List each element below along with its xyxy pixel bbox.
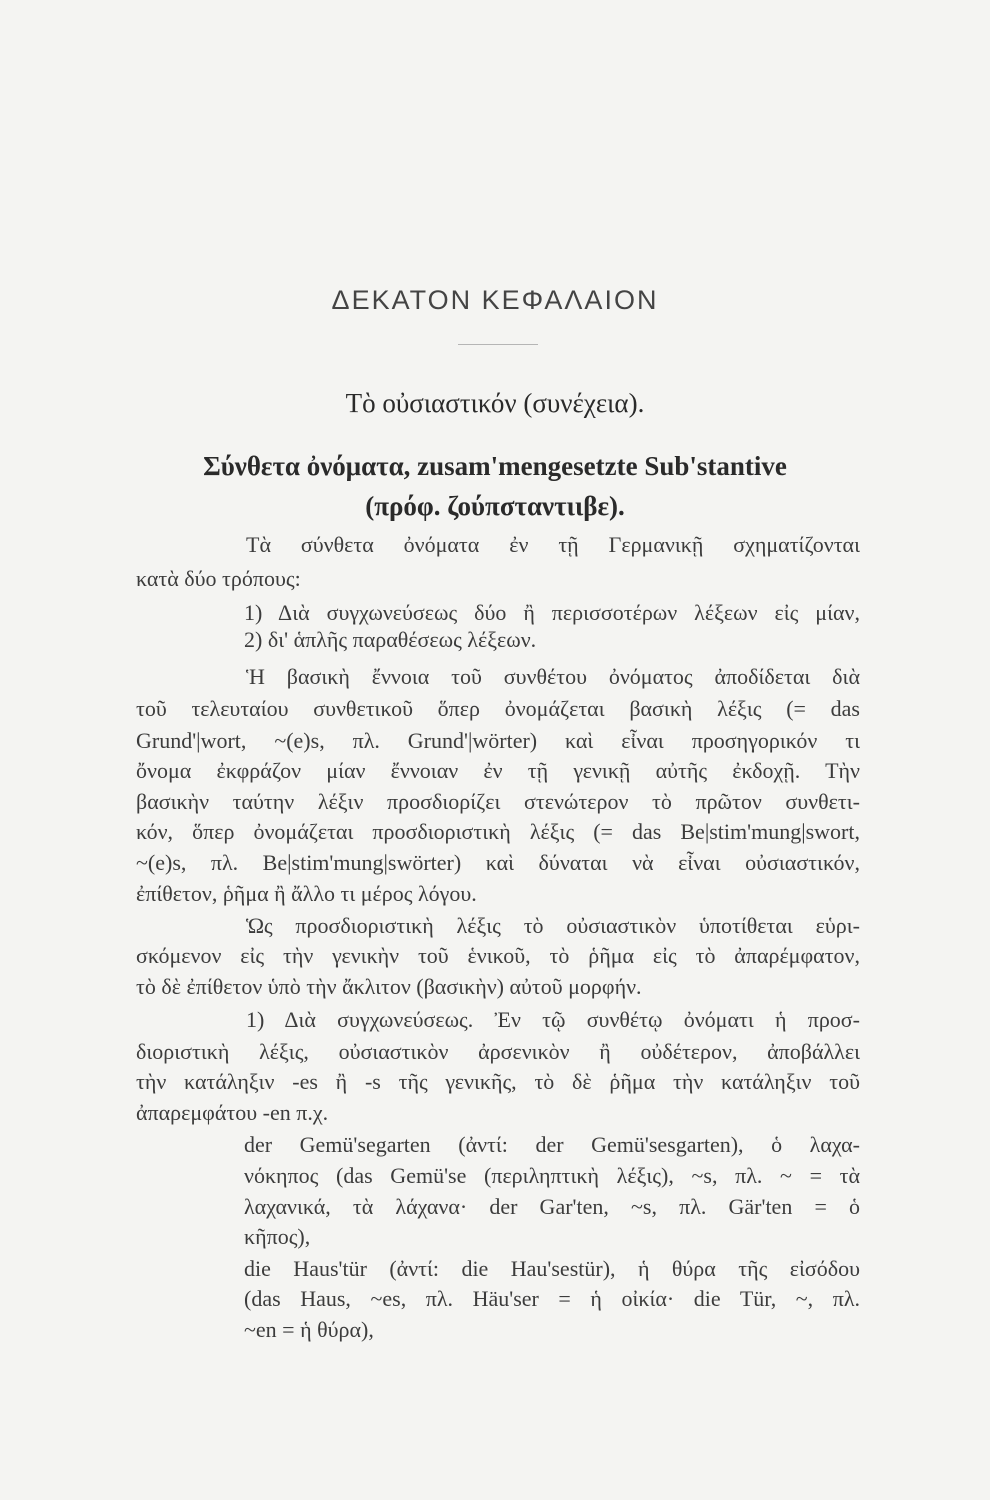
text-line: τοῦ τελευταίου συνθετικοῦ ὅπερ ὀνομάζεται βασικὴ λέξις (= das (136, 696, 860, 721)
text-line: ἀπαρεμφάτου -en π.χ. (136, 1100, 329, 1125)
text-line: ἐπίθετον, ῥῆμα ἢ ἄλλο τι μέρος λόγου. (136, 881, 477, 906)
text-line: κατὰ δύο τρόπους: (136, 566, 301, 591)
example-line: (das Haus, ~es, πλ. Häu'ser = ἡ οἰκία· die Tür, ~, πλ. (244, 1286, 860, 1311)
text-line: 2) δι' ἁπλῆς παραθέσεως λέξεων. (244, 627, 537, 652)
heading-line-1: Σύνθετα ὀνόματα, zusam'mengesetzte Sub'stantive (203, 451, 787, 481)
text-line: 1) Διὰ συγχωνεύσεως δύο ἢ περισσοτέρων λέξεων εἰς μίαν, (244, 600, 860, 625)
title-divider (458, 344, 538, 345)
example-line: ~en = ἡ θύρα), (244, 1317, 374, 1342)
text-line: βασικὴν ταύτην λέξιν προσδιορίζει στενώτερον τὸ πρῶτον συνθετι- (136, 789, 860, 814)
example-line: die Haus'tür (ἀντί: die Hau'sestür), ἡ θύρα τῆς εἰσόδου (244, 1256, 860, 1281)
text-line: ~(e)s, πλ. Be|stim'mung|swörter) καὶ δύναται νὰ εἶναι οὐσιαστικόν, (136, 850, 860, 875)
text-line: διοριστικὴ λέξις, οὐσιαστικὸν ἀρσενικὸν ἢ οὐδέτερον, ἀποβάλλει (136, 1039, 860, 1064)
text-line: Ἡ βασικὴ ἔννοια τοῦ συνθέτου ὀνόματος ἀποδίδεται διὰ (246, 664, 860, 689)
text-line: ὄνομα ἐκφράζον μίαν ἔννοιαν ἐν τῇ γενικῇ αὐτῆς ἐκδοχῇ. Τὴν (136, 758, 860, 783)
text-line: τὴν κατάληξιν -es ἢ -s τῆς γενικῆς, τὸ δὲ ῥῆμα τὴν κατάληξιν τοῦ (136, 1069, 860, 1094)
text-line: τὸ δὲ ἐπίθετον ὑπὸ τὴν ἄκλιτον (βασικὴν) αὐτοῦ μορφήν. (136, 974, 642, 999)
text-line: κόν, ὅπερ ὀνομάζεται προσδιοριστικὴ λέξις (= das Be|stim'mung|swort, (136, 819, 860, 844)
text-line: σκόμενον εἰς τὴν γενικὴν τοῦ ἑνικοῦ, τὸ ῥῆμα εἰς τὸ ἀπαρέμφατον, (136, 943, 860, 968)
section-subtitle: Τὸ οὐσιαστικόν (συνέχεια). (345, 388, 645, 418)
text-line: Grund'|wort, ~(e)s, πλ. Grund'|wörter) καὶ εἶναι προσηγορικόν τι (136, 728, 860, 753)
example-line: λαχανικά, τὰ λάχανα· der Gar'ten, ~s, πλ. Gär'ten = ὁ (244, 1194, 860, 1219)
example-line: κῆπος), (244, 1224, 311, 1249)
chapter-title: ΔΕΚΑΤΟΝ ΚΕΦΑΛΑΙΟΝ (331, 285, 659, 315)
text-line: Τὰ σύνθετα ὀνόματα ἐν τῇ Γερμανικῇ σχηματίζονται (246, 532, 860, 557)
text-line: 1) Διὰ συγχωνεύσεως. Ἐν τῷ συνθέτῳ ὀνόματι ἡ προσ- (246, 1007, 860, 1032)
example-line: der Gemü'segarten (ἀντί: der Gemü'sesgarten), ὁ λαχα- (244, 1132, 860, 1157)
heading-line-2: (πρόφ. ζούπσταντιιβε). (365, 491, 625, 521)
text-line: Ὡς προσδιοριστικὴ λέξις τὸ οὐσιαστικὸν ὑποτίθεται εὑρι- (246, 913, 860, 938)
example-line: νόκηπος (das Gemü'se (περιληπτικὴ λέξις), ~s, πλ. ~ = τὰ (244, 1163, 860, 1188)
section-heading (0, 446, 990, 526)
